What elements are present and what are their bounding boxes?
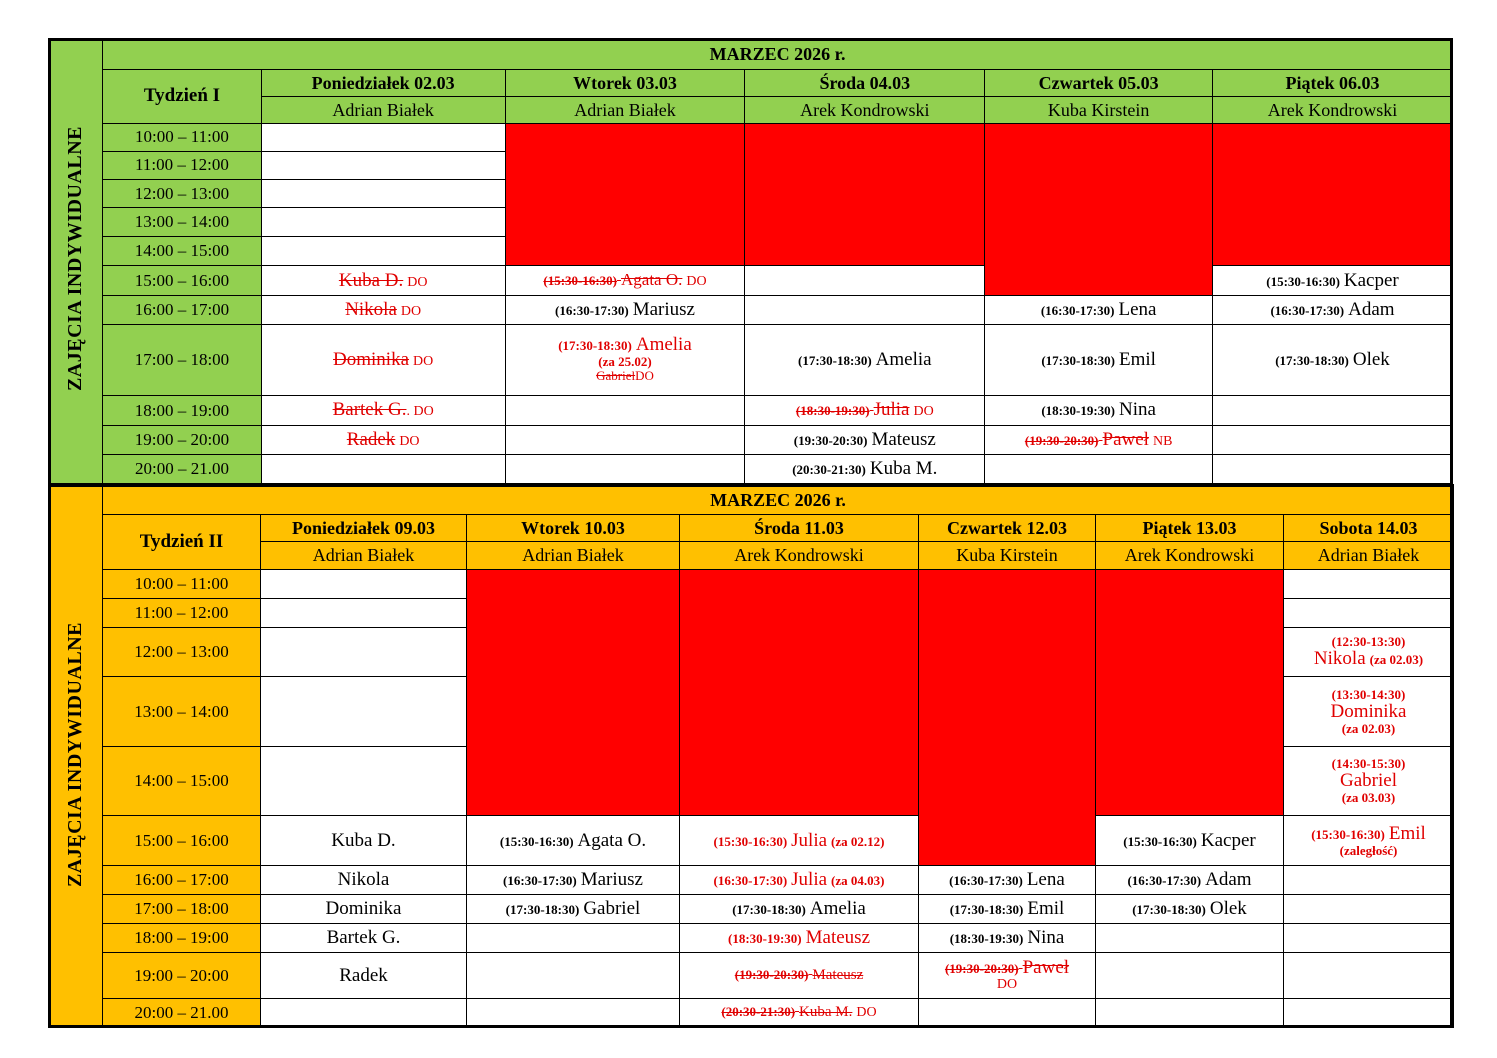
lesson-cell: Nikola DO (261, 295, 505, 324)
lesson-cell: Nikola (261, 865, 467, 894)
day-header: Sobota 14.03 (1284, 515, 1454, 542)
day-header: Piątek 06.03 (1213, 70, 1453, 97)
lesson-cell: (19:30-20:30) Paweł NB (985, 425, 1213, 454)
time-slot: 12:00 – 13:00 (103, 179, 262, 207)
outer-frame (48, 38, 1453, 1028)
day-header: Poniedziałek 02.03 (261, 70, 505, 97)
lesson-cell: (15:30-16:30) Agata O. DO (505, 266, 745, 295)
lesson-cell: (17:30-18:30) Amelia (za 25.02) GabrielDO (505, 324, 745, 395)
lesson-cell: (15:30-16:30) Kacper (1213, 266, 1453, 295)
teacher-name: Adrian Białek (1284, 542, 1454, 569)
lesson-cell: Radek DO (261, 425, 505, 454)
day-header: Piątek 13.03 (1096, 515, 1284, 542)
lesson-cell: (15:30-16:30) Julia (za 02.12) (680, 816, 919, 865)
time-slot: 16:00 – 17:00 (103, 865, 261, 894)
lesson-cell: (18:30-19:30) Nina (919, 924, 1096, 953)
day-header: Wtorek 03.03 (505, 70, 745, 97)
lesson-cell: (19:30-20:30) Mateusz (745, 425, 985, 454)
time-slot: 11:00 – 12:00 (103, 151, 262, 179)
lesson-cell: (16:30-17:30) Adam (1096, 865, 1284, 894)
lesson-cell: Kuba D. DO (261, 266, 505, 295)
month-header: MARZEC 2026 r. (103, 486, 1454, 515)
teacher-name: Adrian Białek (505, 97, 745, 123)
time-slot: 18:00 – 19:00 (103, 924, 261, 953)
lesson-cell: (18:30-19:30) Nina (985, 396, 1213, 425)
lesson-cell: (15:30-16:30) Agata O. (467, 816, 680, 865)
teacher-name: Arek Kondrowski (680, 542, 919, 569)
lesson-cell: (17:30-18:30) Emil (985, 324, 1213, 395)
time-slot: 19:00 – 20:00 (103, 953, 261, 998)
lesson-cell: Dominika (261, 894, 467, 923)
lesson-cell: Bartek G.. DO (261, 396, 505, 425)
side-label: ZAJĘCIA INDYWIDUALNE (49, 39, 103, 484)
lesson-cell: (19:30-20:30) Mateusz (680, 953, 919, 998)
lesson-cell: (17:30-18:30) Amelia (745, 324, 985, 395)
lesson-cell: (14:30-15:30) Gabriel (za 03.03) (1284, 746, 1454, 816)
lesson-cell: (16:30-17:30) Mariusz (505, 295, 745, 324)
lesson-cell: (16:30-17:30) Mariusz (467, 865, 680, 894)
teacher-name: Arek Kondrowski (745, 97, 985, 123)
month-header: MARZEC 2026 r. (103, 39, 1453, 70)
week-label: Tydzień II (103, 515, 261, 569)
lesson-cell: (17:30-18:30) Emil (919, 894, 1096, 923)
time-slot: 15:00 – 16:00 (103, 266, 262, 295)
week-label: Tydzień I (103, 70, 262, 123)
time-slot: 10:00 – 11:00 (103, 569, 261, 598)
time-slot: 14:00 – 15:00 (103, 746, 261, 816)
lesson-cell: (18:30-19:30) Julia DO (745, 396, 985, 425)
lesson-cell: (16:30-17:30) Adam (1213, 295, 1453, 324)
lesson-cell: Dominika DO (261, 324, 505, 395)
lesson-cell: (17:30-18:30) Gabriel (467, 894, 680, 923)
lesson-cell: (17:30-18:30) Amelia (680, 894, 919, 923)
time-slot: 15:00 – 16:00 (103, 816, 261, 865)
teacher-name: Adrian Białek (261, 542, 467, 569)
lesson-cell: (17:30-18:30) Olek (1213, 324, 1453, 395)
day-header: Środa 11.03 (680, 515, 919, 542)
teacher-name: Arek Kondrowski (1213, 97, 1453, 123)
lesson-cell: (16:30-17:30) Julia (za 04.03) (680, 865, 919, 894)
time-slot: 17:00 – 18:00 (103, 324, 262, 395)
day-header: Wtorek 10.03 (467, 515, 680, 542)
time-slot: 16:00 – 17:00 (103, 295, 262, 324)
lesson-cell: (16:30-17:30) Lena (919, 865, 1096, 894)
lesson-cell: (15:30-16:30) Emil (zaległość) (1284, 816, 1454, 865)
teacher-name: Arek Kondrowski (1096, 542, 1284, 569)
teacher-name: Kuba Kirstein (919, 542, 1096, 569)
lesson-cell: (20:30-21:30) Kuba M. DO (680, 998, 919, 1027)
time-slot: 11:00 – 12:00 (103, 598, 261, 627)
time-slot: 13:00 – 14:00 (103, 677, 261, 747)
time-slot: 14:00 – 15:00 (103, 237, 262, 266)
time-slot: 13:00 – 14:00 (103, 208, 262, 237)
lesson-cell: Radek (261, 953, 467, 998)
time-slot: 19:00 – 20:00 (103, 425, 262, 454)
teacher-name: Adrian Białek (261, 97, 505, 123)
lesson-cell: Bartek G. (261, 924, 467, 953)
time-slot: 17:00 – 18:00 (103, 894, 261, 923)
time-slot: 20:00 – 21.00 (103, 454, 262, 483)
time-slot: 20:00 – 21.00 (103, 998, 261, 1027)
lesson-cell: (19:30-20:30) Paweł DO (919, 953, 1096, 998)
time-slot: 18:00 – 19:00 (103, 396, 262, 425)
lesson-cell: (16:30-17:30) Lena (985, 295, 1213, 324)
lesson-cell: Kuba D. (261, 816, 467, 865)
teacher-name: Adrian Białek (467, 542, 680, 569)
day-header: Poniedziałek 09.03 (261, 515, 467, 542)
side-label: ZAJĘCIA INDYWIDUALNE (49, 486, 103, 1028)
day-header: Środa 04.03 (745, 70, 985, 97)
time-slot: 12:00 – 13:00 (103, 627, 261, 676)
day-header: Czwartek 05.03 (985, 70, 1213, 97)
lesson-cell: (18:30-19:30) Mateusz (680, 924, 919, 953)
lesson-cell: (13:30-14:30) Dominika (za 02.03) (1284, 677, 1454, 747)
lesson-cell: (20:30-21:30) Kuba M. (745, 454, 985, 483)
time-slot: 10:00 – 11:00 (103, 123, 262, 151)
teacher-name: Kuba Kirstein (985, 97, 1213, 123)
day-header: Czwartek 12.03 (919, 515, 1096, 542)
lesson-cell: (15:30-16:30) Kacper (1096, 816, 1284, 865)
lesson-cell: (12:30-13:30) Nikola (za 02.03) (1284, 627, 1454, 676)
lesson-cell: (17:30-18:30) Olek (1096, 894, 1284, 923)
